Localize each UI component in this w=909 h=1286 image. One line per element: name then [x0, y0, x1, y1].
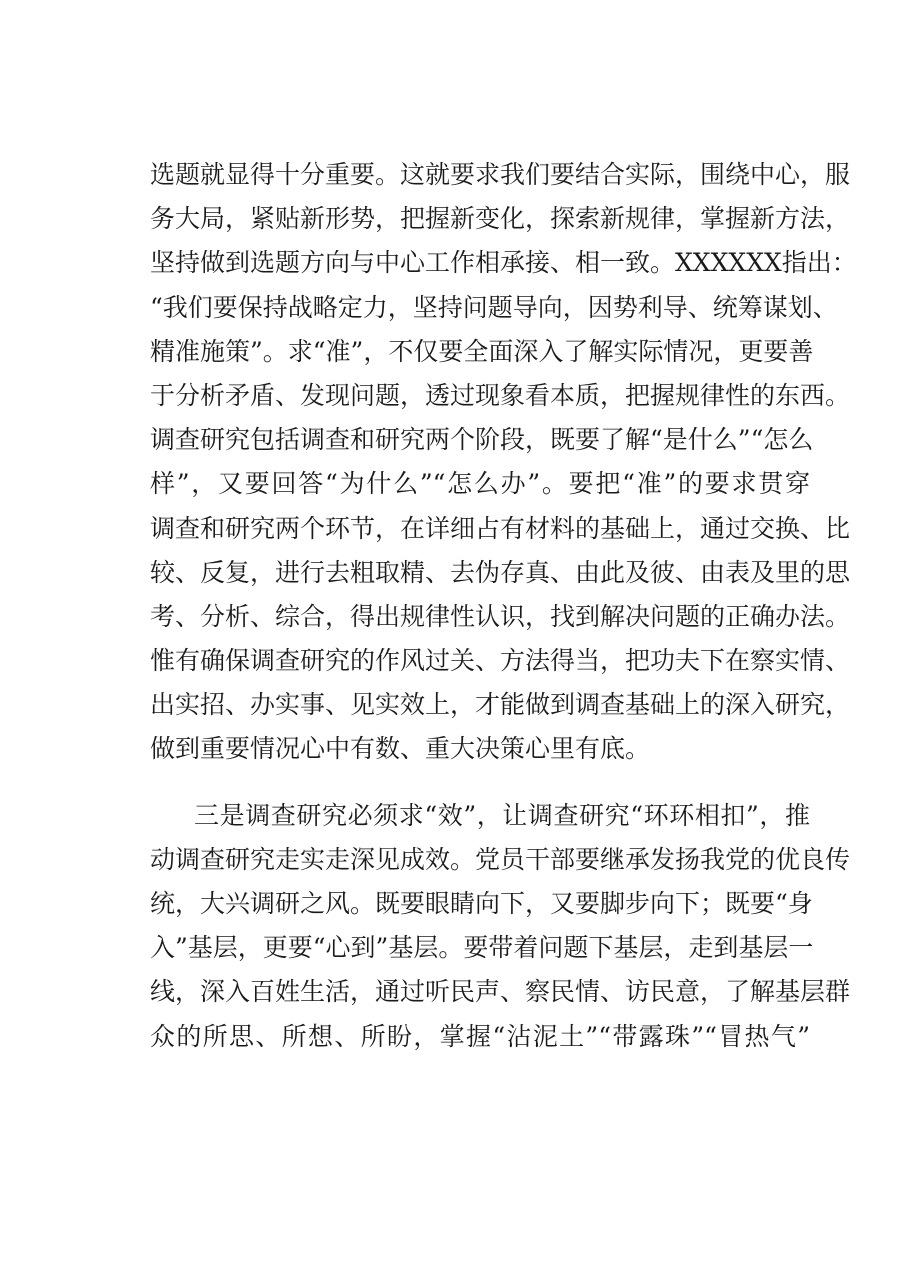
text-line: 调查研究包括调查和研究两个阶段，既要了解“是什么”“怎么 [150, 425, 814, 455]
text-line: 调查和研究两个环节，在详细占有材料的基础上，通过交换、比 [150, 513, 851, 543]
text-line: 坚持做到选题方向与中心工作相承接、相一致。XXXXXX指出： [150, 248, 857, 278]
text-line: 惟有确保调查研究的作风过关、方法得当，把功夫下在察实情、 [150, 646, 851, 676]
text-line: 精准施策”。求“准”，不仅要全面深入了解实际情况，更要善 [150, 336, 814, 366]
text-line: 线，深入百姓生活，通过听民声、察民情、访民意，了解基层群 [150, 977, 851, 1007]
text-line: “我们要保持战略定力，坚持问题导向，因势利导、统筹谋划、 [150, 292, 838, 322]
text-line: 考、分析、综合，得出规律性认识，找到解决问题的正确办法。 [150, 601, 851, 631]
text-line: 选题就显得十分重要。这就要求我们要结合实际，围绕中心，服 [150, 160, 851, 189]
text-line: 三是调查研究必须求“效”，让调查研究“环环相扣”，推 [194, 800, 810, 830]
text-line: 统，大兴调研之风。既要眼睛向下，又要脚步向下；既要“身 [150, 889, 813, 918]
text-line: 入”基层，更要“心到”基层。要带着问题下基层，走到基层一 [150, 933, 814, 963]
text-line: 众的所思、所想、所盼，掌握“沾泥土”“带露珠”“冒热气” [150, 1021, 810, 1051]
text-line: 出实招、办实事、见实效上，才能做到调查基础上的深入研究， [150, 690, 851, 720]
text-line: 务大局，紧贴新形势，把握新变化，探索新规律，掌握新方法， [150, 204, 851, 234]
text-line: 较、反复，进行去粗取精、去伪存真、由此及彼、由表及里的思 [150, 557, 851, 587]
paragraph-gap [150, 772, 810, 794]
paragraph-2 [150, 794, 851, 1059]
text-line: 动调查研究走实走深见成效。党员干部要继承发扬我党的优良传 [150, 844, 851, 874]
text-line: 做到重要情况心中有数、重大决策心里有底。 [150, 734, 651, 764]
text-line: 样”，又要回答“为什么”“怎么办”。要把“准”的要求贯穿 [150, 469, 810, 499]
text-line: 于分析矛盾、发现问题，透过现象看本质，把握规律性的东西。 [150, 380, 851, 410]
document-body [150, 153, 857, 1059]
paragraph-1 [150, 153, 857, 772]
